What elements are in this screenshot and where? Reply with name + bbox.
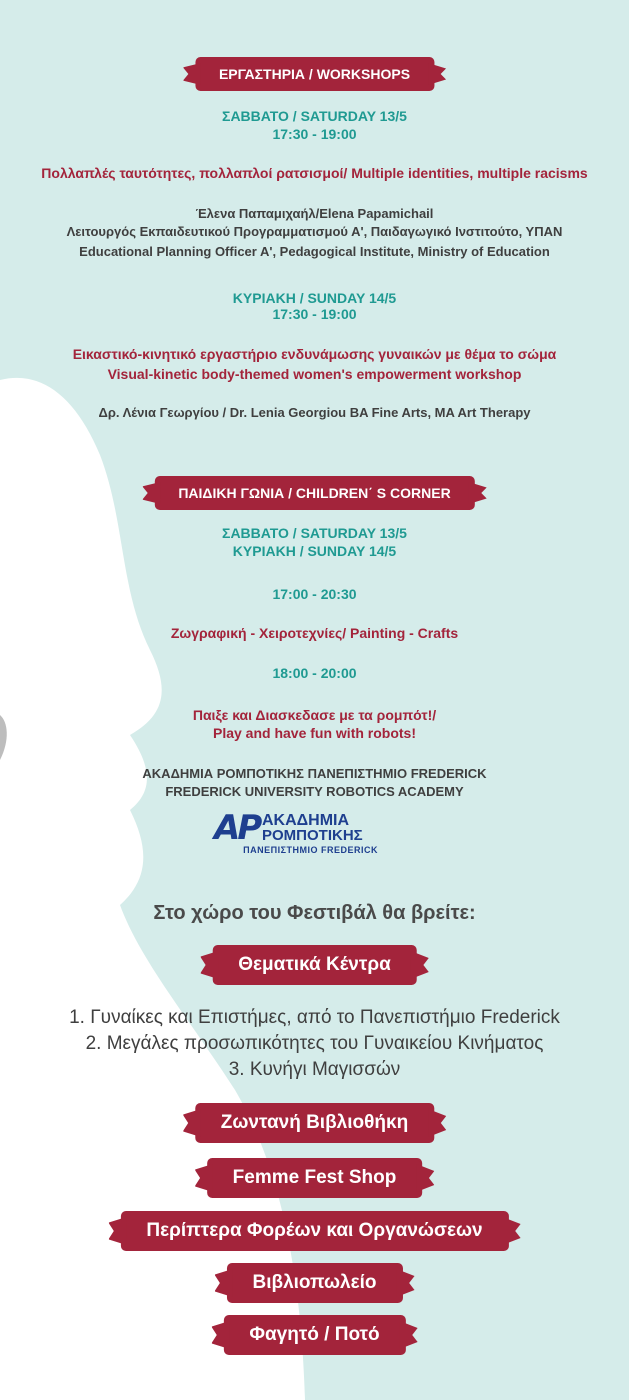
logo-line2: ΡΟΜΠΟΤΙΚΗΣ	[262, 827, 363, 844]
bookstore-banner: Βιβλιοπωλείο	[228, 1265, 400, 1301]
workshop1-topic: Πολλαπλές ταυτότητες, πολλαπλοί ρατσισμοί/ Multiple identities, multiple racisms	[41, 165, 588, 181]
robotics-org-gr: ΑΚΑΔΗΜΙΑ ΡΟΜΠΟΤΙΚΗΣ ΠΑΝΕΠΙΣΤΗΜΙΟ FREDERICK	[142, 766, 487, 781]
robotics-academy-logo	[214, 808, 378, 857]
shop-banner: Femme Fest Shop	[209, 1160, 421, 1196]
workshop1-speaker: Έλενα Παπαμιχαήλ/Elena Papamichail	[195, 206, 434, 221]
kiosks-banner: Περίπτερα Φορέων και Οργανώσεων	[122, 1213, 506, 1249]
children-day1: ΣΑΒΒΑΤΟ / SATURDAY 13/5	[222, 525, 407, 541]
workshop2-topic-gr: Εικαστικό-κινητικό εργαστήριο ενδυνάμωσης γυναικών με θέμα το σώμα	[72, 346, 557, 362]
logo-line1: ΑΚΑΔΗΜΙΑ	[262, 812, 350, 829]
theme-item-1: 1. Γυναίκες και Επιστήμες, από το Πανεπιστήμιο Frederick	[69, 1007, 560, 1028]
festival-heading: Στο χώρο του Φεστιβάλ θα βρείτε:	[153, 902, 476, 924]
workshop1-day: ΣΑΒΒΑΤΟ / SATURDAY 13/5	[222, 108, 407, 124]
children-time2: 18:00 - 20:00	[272, 665, 357, 681]
food-banner: Φαγητό / Ποτό	[225, 1317, 403, 1353]
workshop2-topic-en: Visual-kinetic body-themed women's empowerment workshop	[107, 366, 522, 382]
workshop2-day: ΚΥΡΙΑΚΗ / SUNDAY 14/5	[232, 290, 397, 306]
children-day2: ΚΥΡΙΑΚΗ / SUNDAY 14/5	[232, 543, 397, 559]
children-time1: 17:00 - 20:30	[272, 586, 357, 602]
logo-line3: ΠΑΝΕΠΙΣΤΗΜΙΟ FREDERICK	[243, 845, 378, 855]
workshop1-role-en: Educational Planning Officer A', Pedagogical Institute, Ministry of Education	[79, 244, 550, 259]
children-activity2-en: Play and have fun with robots!	[212, 725, 417, 741]
workshop1-time: 17:30 - 19:00	[272, 126, 357, 142]
workshop2-time: 17:30 - 19:00	[272, 306, 357, 322]
logo-mark: AP	[214, 808, 260, 848]
themes-banner: Θεματικά Κέντρα	[214, 947, 415, 983]
library-banner: Ζωντανή Βιβλιοθήκη	[197, 1105, 432, 1141]
robotics-org-en: FREDERICK UNIVERSITY ROBOTICS ACADEMY	[165, 784, 464, 799]
theme-item-2: 2. Μεγάλες προσωπικότητες του Γυναικείου Κινήματος	[85, 1033, 544, 1054]
workshop1-role-gr: Λειτουργός Εκπαιδευτικού Προγραμματισμού Α', Παιδαγωγικό Ινστιτούτο, ΥΠΑΝ	[66, 224, 563, 239]
children-activity2-gr: Παιξε και Διασκεδασε με τα ρομπότ!/	[192, 707, 437, 723]
theme-item-3: 3. Κυνήγι Μαγισσών	[228, 1059, 401, 1080]
workshop2-speaker: Δρ. Λένια Γεωργίου / Dr. Lenia Georgiou BA Fine Arts, MA Art Therapy	[98, 405, 531, 420]
children-banner: ΠΑΙΔΙΚΗ ΓΩΝΙΑ / CHILDREN΄ S CORNER	[156, 478, 472, 508]
children-activity1: Ζωγραφική - Χειροτεχνίες/ Painting - Crafts	[170, 625, 459, 641]
workshops-banner: ΕΡΓΑΣΤΗΡΙΑ / WORKSHOPS	[197, 59, 432, 89]
